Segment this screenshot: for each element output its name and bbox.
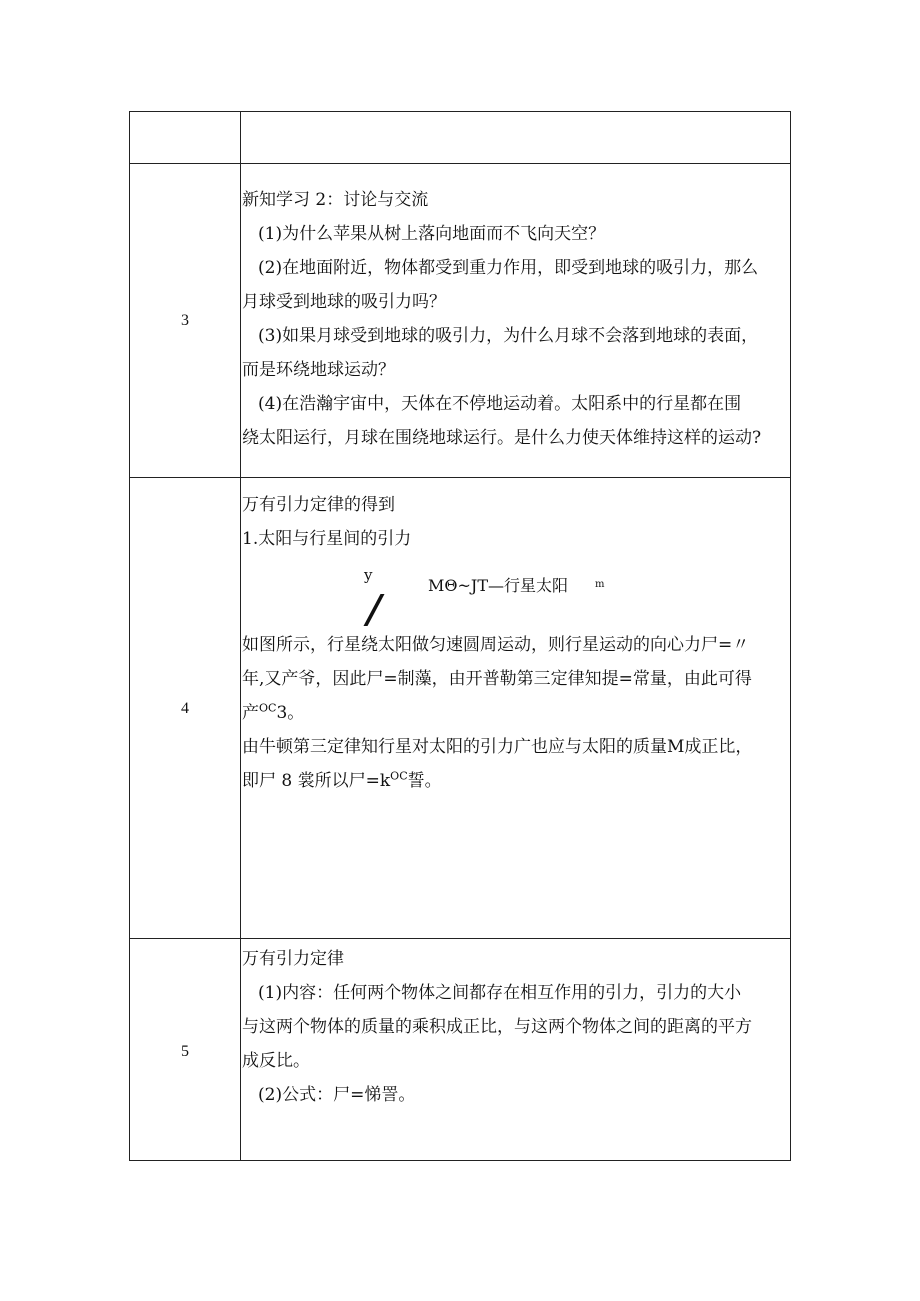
table-row [130,163,790,477]
row-content [242,183,788,455]
question-4-line-1: (4)在浩瀚宇宙中，天体在不停地运动着。太阳系中的行星都在围 [258,394,742,414]
column-divider [240,164,241,477]
table-row [130,112,790,163]
figure-line [363,594,384,626]
derivation-text: 3。 [276,703,305,723]
figure-m-label: m [595,579,605,590]
planet-sun-figure [242,556,788,628]
newton-text: 即尸 8 裳所以尸=k [242,771,391,791]
superscript: OC [390,769,408,783]
question-3-line-1: (3)如果月球受到地球的吸引力，为什么月球不会落到地球的表面， [258,326,759,346]
figure-y-label: y [364,566,373,584]
newton-text: 誓。 [407,771,442,791]
newton-line-2 [242,764,788,798]
question-2-line-2: 月球受到地球的吸引力吗？ [242,292,446,312]
derivation-line-2: 年,又产爷，因此尸=制藻，由开普勒第三定律知提=常量，由此可得 [242,669,752,689]
derivation-text: 产 [242,703,259,723]
question-2-line-1: (2)在地面附近，物体都受到重力作用，即受到地球的吸引力，那么 [258,258,759,278]
derivation-line-3 [242,696,788,730]
row-number: 4 [181,700,189,717]
row-content [242,942,788,1112]
law-content-line-2: 与这两个物体的质量的乘积成正比，与这两个物体之间的距离的平方 [242,1017,752,1037]
column-divider [240,939,241,1160]
newton-line-1: 由牛顿第三定律知行星对太阳的引力广也应与太阳的质量M成正比， [242,737,753,757]
column-divider [240,112,241,163]
row-number: 3 [181,312,189,329]
lesson-table [129,111,791,1161]
question-3-line-2: 而是环绕地球运动？ [242,360,395,380]
section-title: 新知学习 2：讨论与交流 [242,190,429,210]
superscript: OC [259,701,277,715]
question-1: (1)为什么苹果从树上落向地面而不飞向天空？ [258,224,606,244]
row-content [242,488,788,798]
table-row [130,477,790,938]
row-number: 5 [181,1043,189,1060]
column-divider [240,478,241,938]
section-title: 万有引力定律 [242,949,344,969]
figure-caption: MΘ~JT—行星太阳 [428,576,568,595]
question-4-line-2: 绕太阳运行，月球在围绕地球运行。是什么力使天体维持这样的运动? [242,428,762,448]
section-title: 万有引力定律的得到 [242,495,395,515]
derivation-line-1: 如图所示，行星绕太阳做匀速圆周运动，则行星运动的向心力尸=〃 [242,635,750,655]
table-row [130,938,790,1160]
law-content-line-1: (1)内容：任何两个物体之间都存在相互作用的引力，引力的大小 [258,983,742,1003]
law-formula: (2)公式：尸=悌詈。 [258,1085,416,1105]
law-content-line-3: 成反比。 [242,1051,310,1071]
subsection-title: 1.太阳与行星间的引力 [242,529,412,549]
